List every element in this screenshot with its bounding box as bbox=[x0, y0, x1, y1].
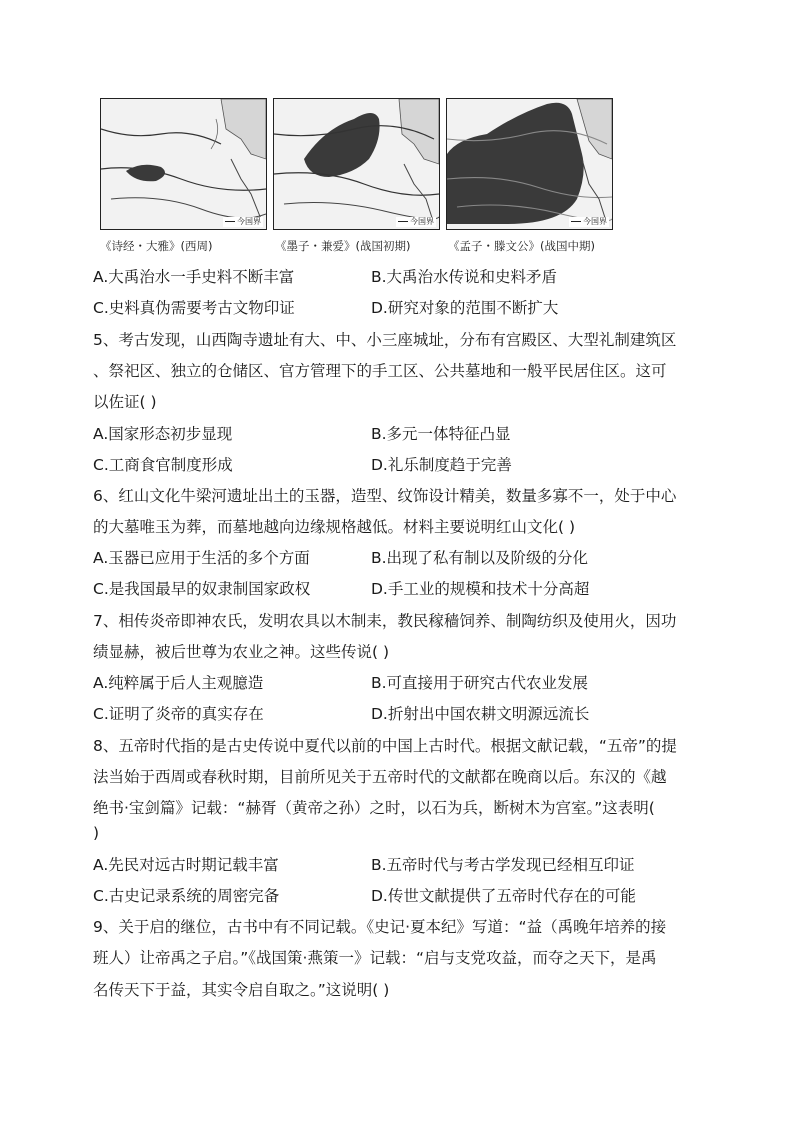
q9-stem-line-2: 班人）让帝禹之子启。”《战国策·燕策一》记载：“启与支党攻益，而夺之天下，是禹 bbox=[93, 949, 657, 967]
q6-option-b: B.出现了私有制以及阶级的分化 bbox=[371, 549, 589, 567]
map-legend: 今国界 bbox=[396, 217, 436, 227]
map-warring-states-middle bbox=[446, 98, 613, 230]
q6-option-c: C.是我国最早的奴隶制国家政权 bbox=[93, 580, 311, 598]
map-caption-3: 《孟子・滕文公》(战国中期) bbox=[448, 239, 595, 253]
map-legend: 今国界 bbox=[569, 217, 609, 227]
q5-option-c: C.工商食官制度形成 bbox=[93, 456, 233, 474]
map-caption-2: 《墨子・兼爱》(战国初期) bbox=[275, 239, 411, 253]
q7-option-b: B.可直接用于研究古代农业发展 bbox=[371, 674, 589, 692]
q8-option-a: A.先民对远古时期记载丰富 bbox=[93, 856, 279, 874]
q6-stem-line-1: 6、红山文化牛梁河遗址出土的玉器，造型、纹饰设计精美，数量多寡不一，处于中心 bbox=[93, 487, 677, 505]
map-warring-states-middle-image bbox=[447, 99, 612, 229]
map-western-zhou bbox=[100, 98, 267, 230]
q6-option-d: D.手工业的规模和技术十分高超 bbox=[371, 580, 590, 598]
q9-stem-line-1: 9、关于启的继位，古书中有不同记载。《史记·夏本纪》写道：“益（禹晚年培养的接 bbox=[93, 918, 667, 936]
q9-stem-line-3: 名传天下于益，其实令启自取之。”这说明( ) bbox=[93, 981, 390, 999]
q4-option-b: B.大禹治水传说和史料矛盾 bbox=[371, 268, 558, 286]
map-western-zhou-image bbox=[101, 99, 266, 229]
q4-option-c: C.史料真伪需要考古文物印证 bbox=[93, 299, 295, 317]
q7-stem-line-1: 7、相传炎帝即神农氏，发明农具以木制耒，教民稼穑饲养、制陶纺织及使用火，因功 bbox=[93, 612, 677, 630]
q5-option-a: A.国家形态初步显现 bbox=[93, 425, 233, 443]
q8-stem-line-4: ) bbox=[93, 824, 100, 842]
q5-option-d: D.礼乐制度趋于完善 bbox=[371, 456, 512, 474]
q5-stem-line-2: 、祭祀区、独立的仓储区、官方管理下的手工区、公共墓地和一般平民居住区。这可 bbox=[93, 362, 667, 380]
q7-stem-line-2: 绩显赫，被后世尊为农业之神。这些传说( ) bbox=[93, 643, 390, 661]
map-warring-states-early-image bbox=[274, 99, 439, 229]
q8-option-c: C.古史记录系统的周密完备 bbox=[93, 887, 280, 905]
map-legend: 今国界 bbox=[223, 217, 263, 227]
q4-option-d: D.研究对象的范围不断扩大 bbox=[371, 299, 559, 317]
q5-stem-line-1: 5、考古发现，山西陶寺遗址有大、中、小三座城址，分布有宫殿区、大型礼制建筑区 bbox=[93, 331, 677, 349]
q7-option-c: C.证明了炎帝的真实存在 bbox=[93, 705, 264, 723]
q5-stem-line-3: 以佐证( ) bbox=[93, 393, 157, 411]
q4-option-a: A.大禹治水一手史料不断丰富 bbox=[93, 268, 295, 286]
map-warring-states-early bbox=[273, 98, 440, 230]
q8-option-b: B.五帝时代与考古学发现已经相互印证 bbox=[371, 856, 635, 874]
q5-option-b: B.多元一体特征凸显 bbox=[371, 425, 511, 443]
q6-option-a: A.玉器已应用于生活的多个方面 bbox=[93, 549, 310, 567]
q7-option-a: A.纯粹属于后人主观臆造 bbox=[93, 674, 264, 692]
q8-stem-line-3: 绝书·宝剑篇》记载：“赫胥（黄帝之孙）之时，以石为兵，断树木为宫室。”这表明( bbox=[93, 799, 655, 817]
q8-option-d: D.传世文献提供了五帝时代存在的可能 bbox=[371, 887, 636, 905]
q7-option-d: D.折射出中国农耕文明源远流长 bbox=[371, 705, 590, 723]
map-captions bbox=[100, 238, 660, 256]
map-caption-1: 《诗经・大雅》(西周) bbox=[100, 239, 213, 253]
q8-stem-line-2: 法当始于西周或春秋时期，目前所见关于五帝时代的文献都在晚商以后。东汉的《越 bbox=[93, 768, 667, 786]
q8-stem-line-1: 8、五帝时代指的是古史传说中夏代以前的中国上古时代。根据文献记载，“五帝”的提 bbox=[93, 737, 677, 755]
q6-stem-line-2: 的大墓唯玉为葬，而墓地越向边缘规格越低。材料主要说明红山文化( ) bbox=[93, 518, 576, 536]
map-figure-group bbox=[100, 98, 620, 258]
